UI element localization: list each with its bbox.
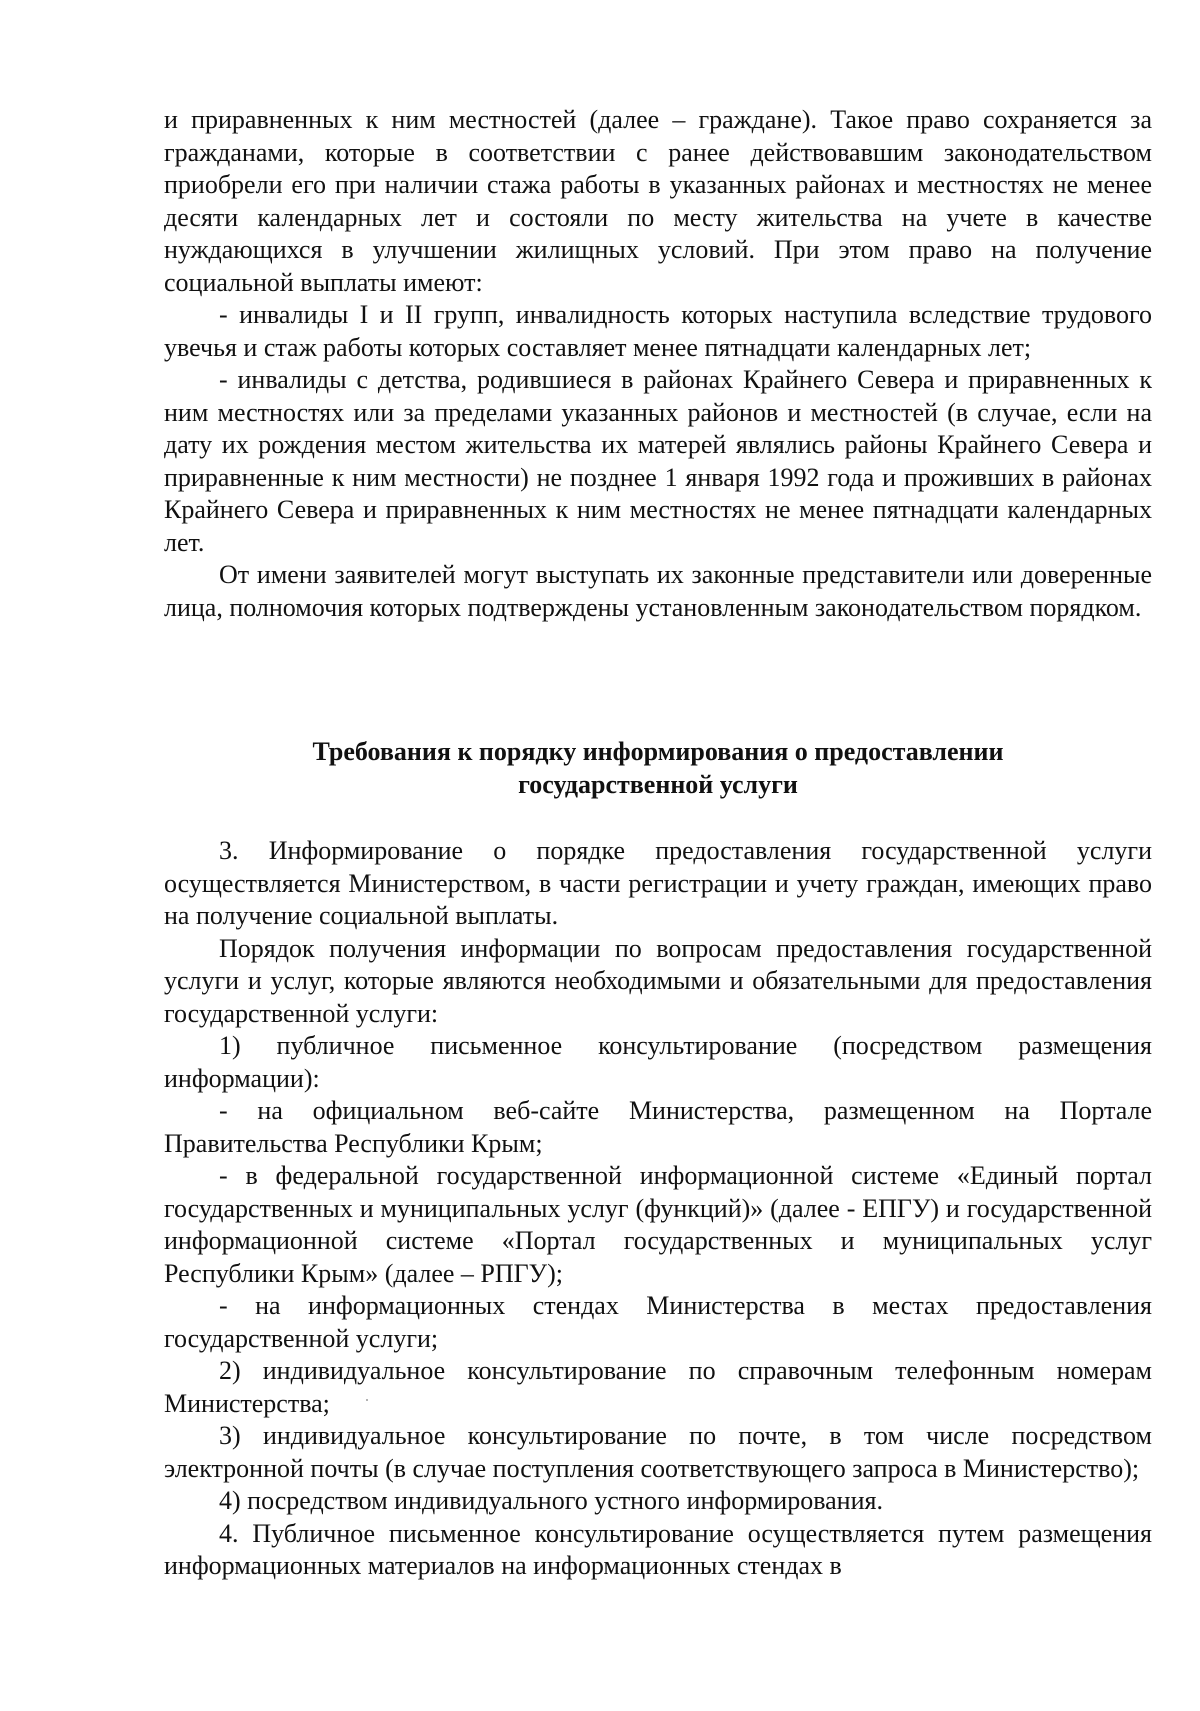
document-body-bottom [164,835,1152,1583]
paragraph-representatives: От имени заявителей могут выступать их законные представители или доверенные лица, полномочия которых подтверждены установленным законодательством порядком. [164,560,1152,622]
section-heading-line-1: Требования к порядку информирования о предоставлении [312,737,1004,766]
list-item-federal-portal: - в федеральной государственной информационной системе «Единый портал государственных и муниципальных услуг (функций)» (далее - ЕПГУ) и государственной информационной системе «Портал государственных и муниципальных услуг Республики Крым» (далее – РПГУ); [164,1161,1152,1288]
list-item-official-website: - на официальном веб-сайте Министерства, размещенном на Портале Правительства Республики Крым; [164,1096,1152,1158]
paragraph-item-3: 3. Информирование о порядке предоставления государственной услуги осуществляется Министерством, в части регистрации и учету граждан, имеющих право на получение социальной выплаты. [164,836,1152,930]
list-item-information-stands: - на информационных стендах Министерства в местах предоставления государственной услуги; [164,1291,1152,1353]
list-item-phone-consulting: 2) индивидуальное консультирование по справочным телефонным номерам Министерства; [164,1356,1152,1418]
scan-speck [366,1399,368,1401]
list-item-disabled-since-childhood: - инвалиды с детства, родившиеся в районах Крайнего Севера и приравненных к ним местностях или за пределами указанных районов и местностей (в случае, если на дату их рождения местом жительства их матерей являлись районы Крайнего Севера и приравненные к ним местности) не позднее 1 января 1992 года и проживших в районах Крайнего Севера и приравненных к ним местностях не менее пятнадцати календарных лет. [164,365,1152,557]
document-body-top [164,104,1152,624]
list-item-mail-consulting: 3) индивидуальное консультирование по почте, в том числе посредством электронной почты (в случае поступления соответствующего запроса в Министерство); [164,1421,1152,1483]
section-heading [164,735,1152,801]
paragraph-item-4: 4. Публичное письменное консультирование осуществляется путем размещения информационных материалов на информационных стендах в [164,1518,1152,1580]
section-heading-line-2: государственной услуги [518,770,798,799]
list-item-oral-informing: 4) посредством индивидуального устного информирования. [219,1486,883,1515]
paragraph-information-procedure: Порядок получения информации по вопросам предоставления государственной услуги и услуг, которые являются необходимыми и обязательными для предоставления государственной услуги: [164,933,1152,1028]
list-item-disabled-groups: - инвалиды I и II групп, инвалидность которых наступила вследствие трудового увечья и стаж работы которых составляет менее пятнадцати календарных лет; [164,300,1152,362]
paragraph-eligible-citizens: и приравненных к ним местностей (далее – граждане). Такое право сохраняется за гражданами, которые в соответствии с ранее действовавшим законодательством приобрели его при наличии стажа работы в указанных районах и местностях не менее десяти календарных лет и состояли по месту жительства на учете в качестве нуждающихся в улучшении жилищных условий. При этом право на получение социальной выплаты имеют: [164,105,1152,297]
list-item-public-written-consulting: 1) публичное письменное консультирование (посредством размещения информации): [164,1031,1152,1093]
